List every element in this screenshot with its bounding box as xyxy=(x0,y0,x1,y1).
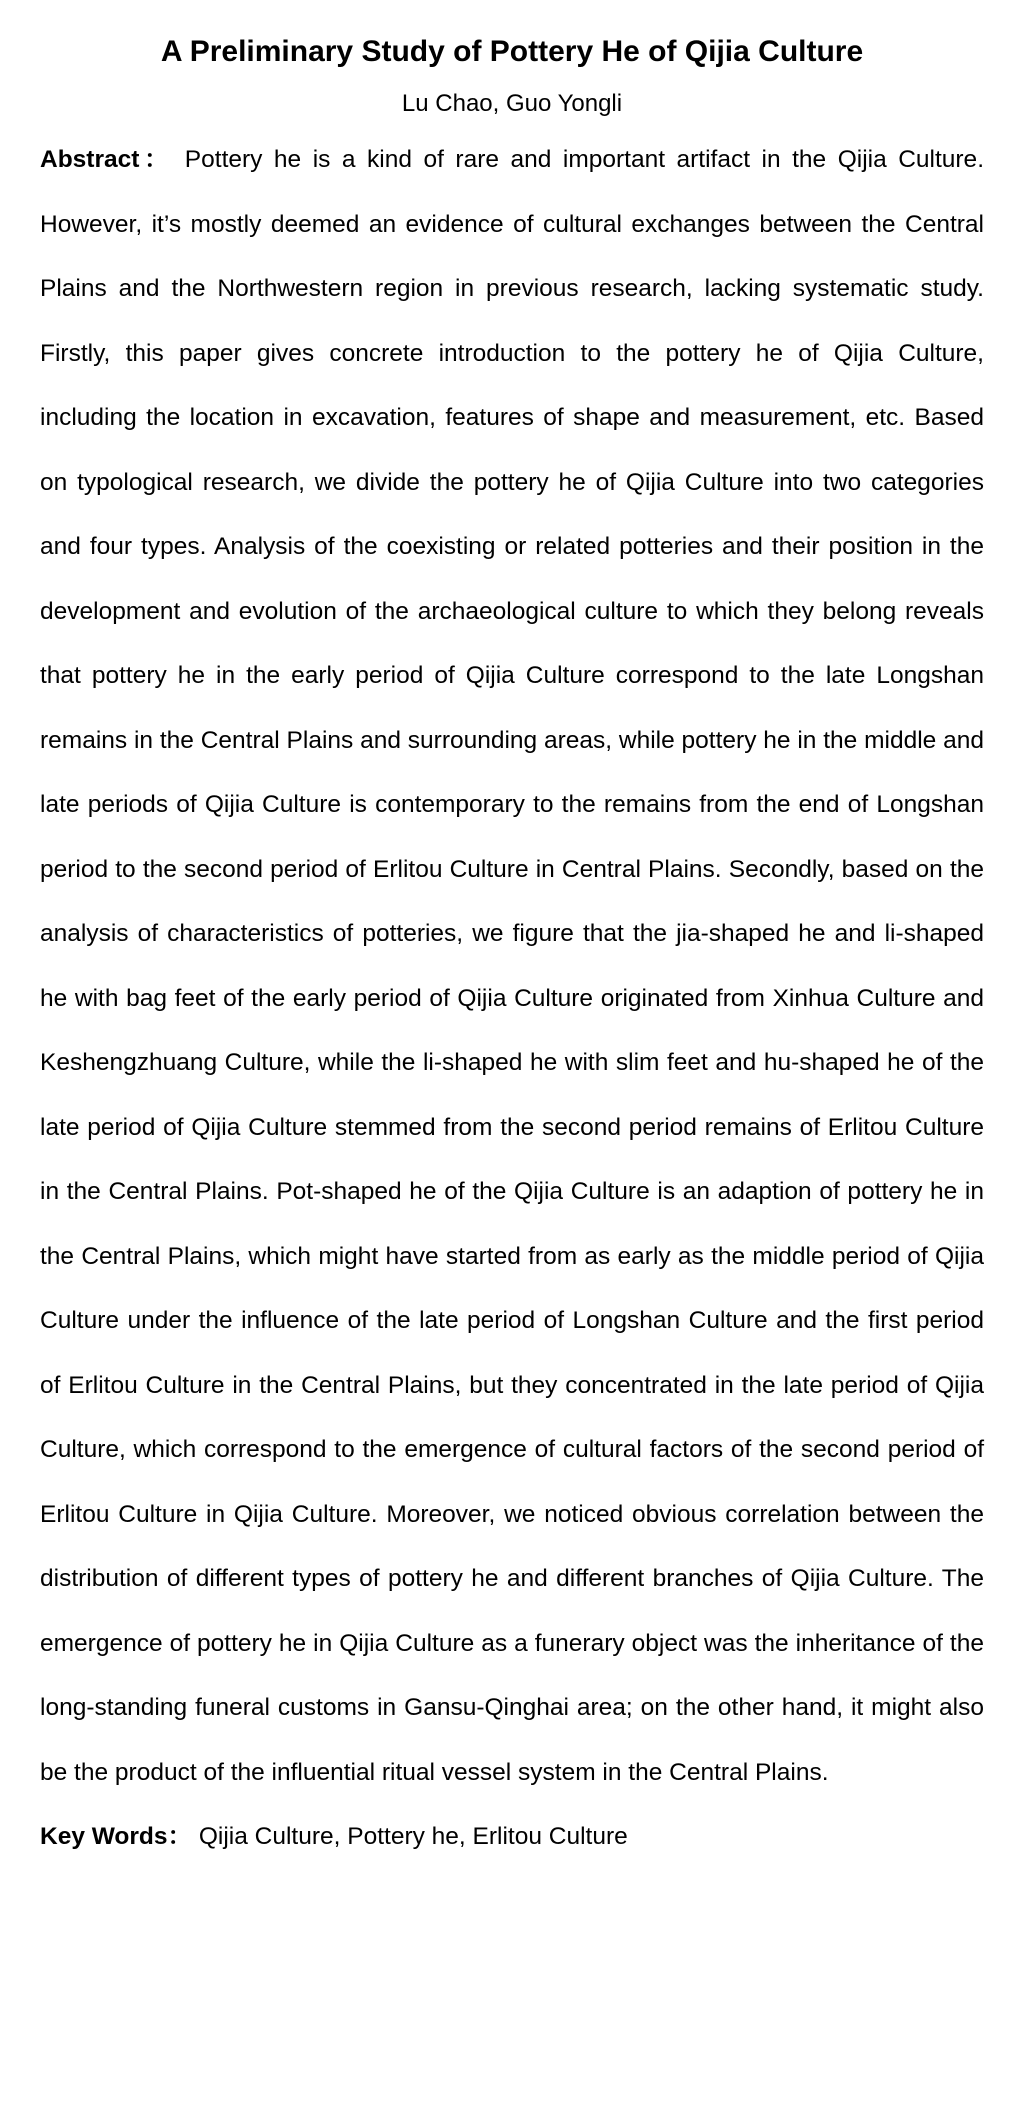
abstract-paragraph xyxy=(40,128,984,1805)
paper-page xyxy=(40,30,984,1870)
abstract-label: Abstract： xyxy=(40,146,174,173)
paper-title: A Preliminary Study of Pottery He of Qijia Culture xyxy=(160,35,864,68)
keywords-paragraph xyxy=(40,1805,984,1870)
paper-authors: Lu Chao, Guo Yongli xyxy=(401,90,623,117)
keywords-label: Key Words： xyxy=(40,1823,193,1850)
abstract-text: Pottery he is a kind of rare and important artifact in the Qijia Culture. However, it’s mostly deemed an evidence of cultural exchanges between the Central Plains and the Northwestern region in previous research, lacking systematic study. Firstly, this paper gives concrete introduction to the pottery he of Qijia Culture, including the location in excavation, features of shape and measurement, etc. Based on typological research, we divide the pottery he of Qijia Culture into two categories and four types. Analysis of the coexisting or related potteries and their position in the development and evolution of the archaeological culture to which they belong reveals that pottery he in the early period of Qijia Culture correspond to the late Longshan remains in the Central Plains and surrounding areas, while pottery he in the middle and late periods of Qijia Culture is contemporary to the remains from the end of Longshan period to the second period of Erlitou Culture in Central Plains. Secondly, based on the analysis of characteristics of potteries, we figure that the jia-shaped he and li-shaped he with bag feet of the early period of Qijia Culture originated from Xinhua Culture and Keshengzhuang Culture, while the li-shaped he with slim feet and hu-shaped he of the late period of Qijia Culture stemmed from the second period remains of Erlitou Culture in the Central Plains. Pot-shaped he of the Qijia Culture is an adaption of pottery he in the Central Plains, which might have started from as early as the middle period of Qijia Culture under the influence of the late period of Longshan Culture and the first period of Erlitou Culture in the Central Plains, but they concentrated in the late period of Qijia Culture, which correspond to the emergence of cultural factors of the second period of Erlitou Culture in Qijia Culture. Moreover, we noticed obvious correlation between the distribution of different types of pottery he and different branches of Qijia Culture. The emergence of pottery he in Qijia Culture as a funerary object was the inheritance of the long-standing funeral customs in Gansu-Qinghai area; on the other hand, it might also be the product of the influential ritual vessel system in the Central Plains. xyxy=(40,146,984,1786)
keywords-text: Qijia Culture, Pottery he, Erlitou Culture xyxy=(192,1823,628,1850)
